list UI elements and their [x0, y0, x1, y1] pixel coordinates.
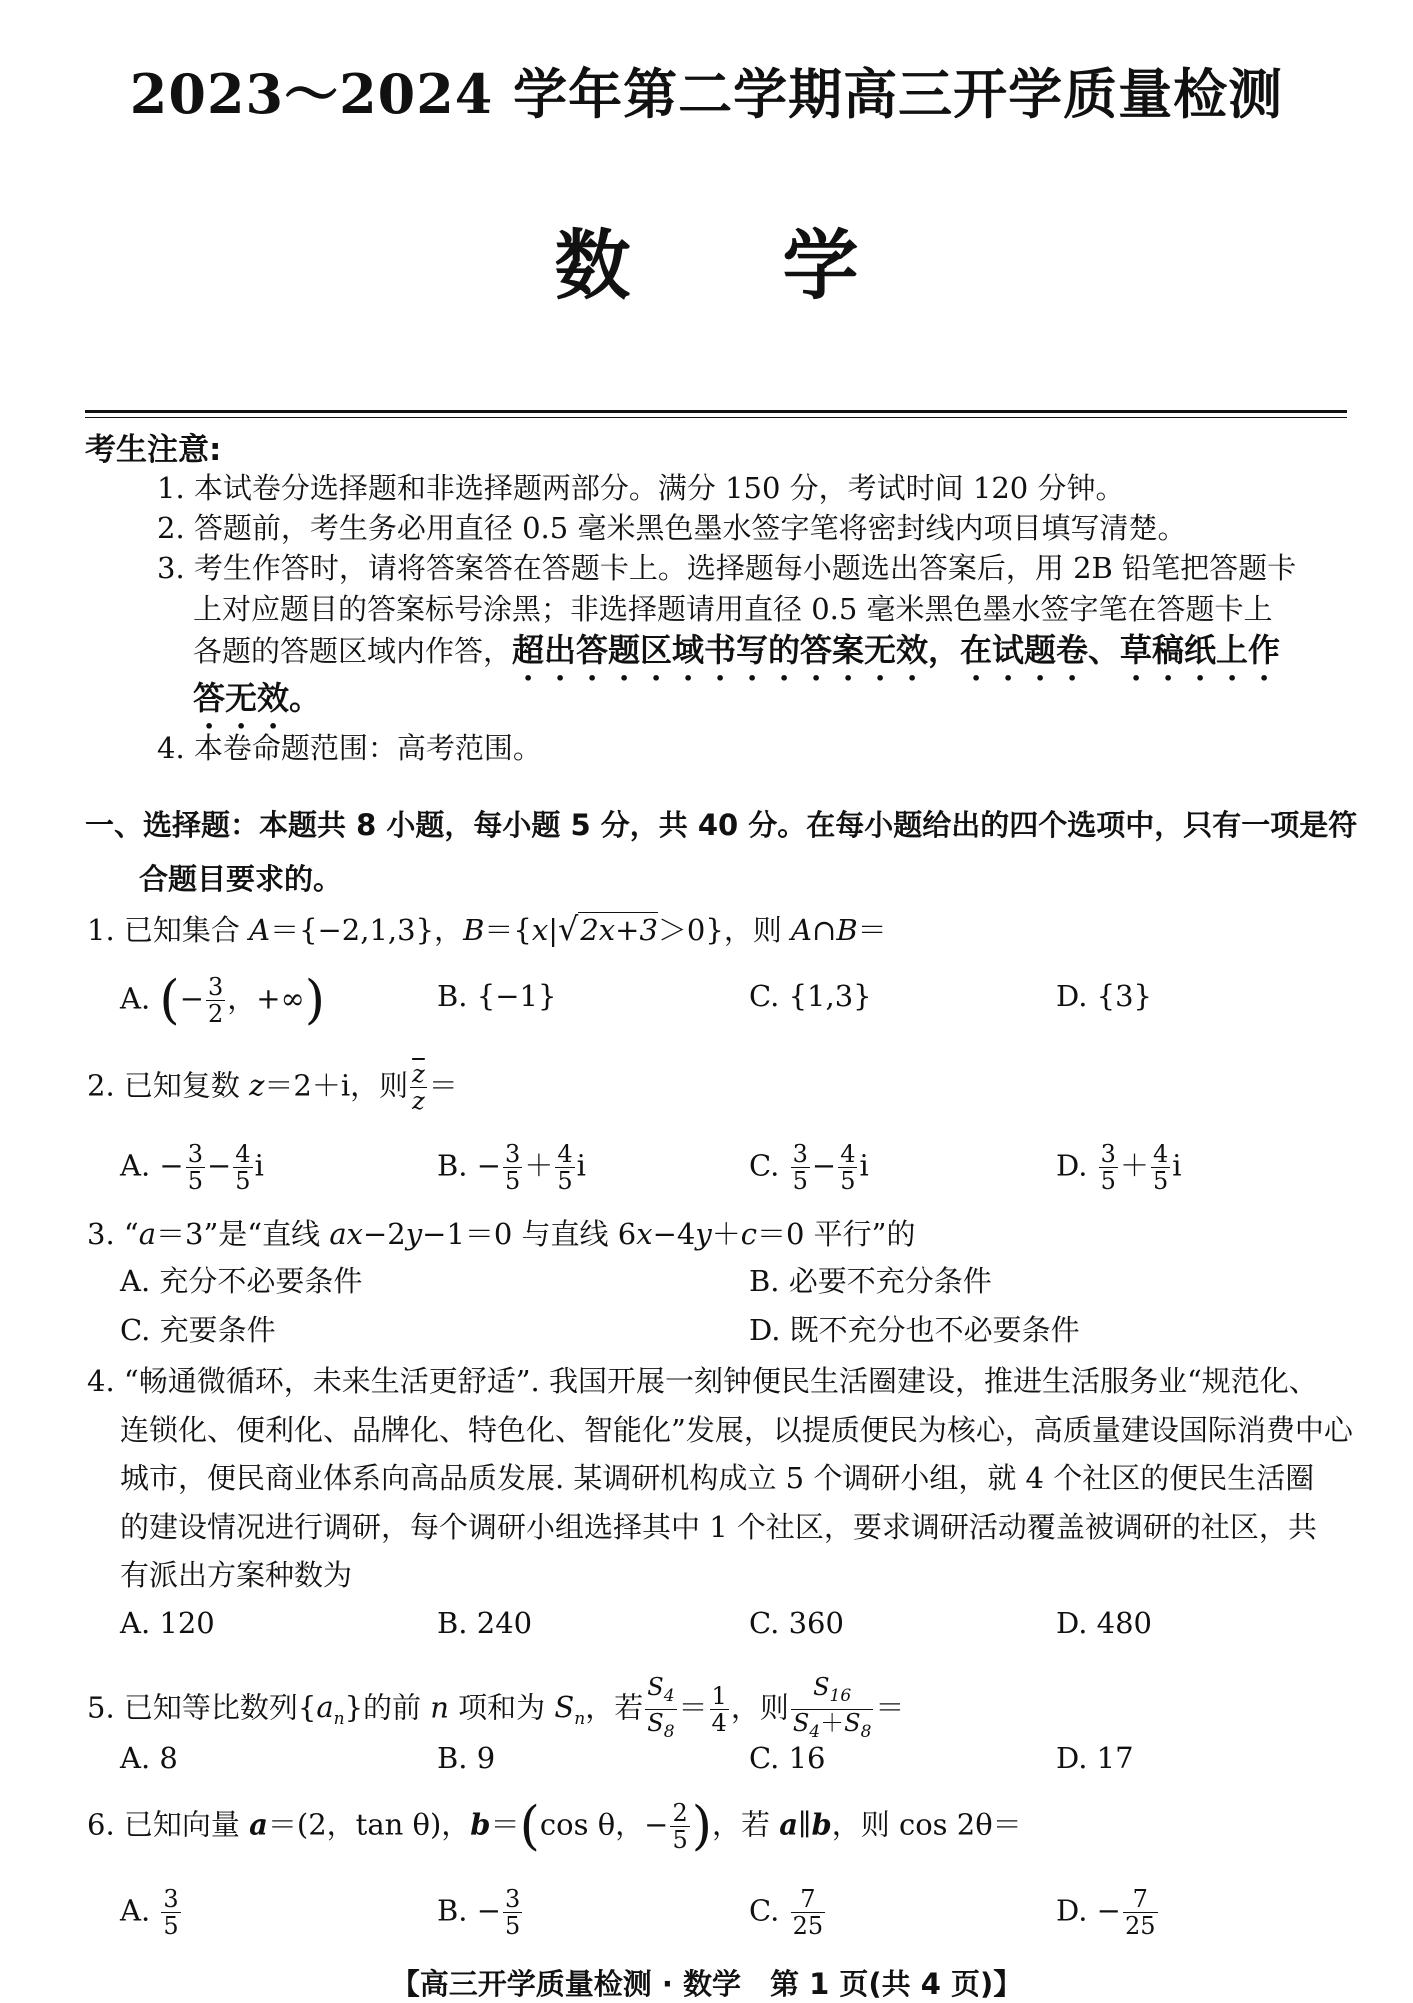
text: 3: [505, 1140, 521, 1168]
denominator: [555, 1168, 574, 1194]
fraction: [161, 1886, 180, 1939]
text: B. 240: [437, 1606, 533, 1640]
text: 3: [1100, 1140, 1116, 1168]
vector-variable: a: [779, 1807, 799, 1842]
denominator: [503, 1168, 522, 1194]
numerator: [791, 1886, 826, 1913]
text: |: [548, 913, 558, 947]
text: 5: [505, 1167, 521, 1195]
text: −: [179, 981, 204, 1016]
sqrt-icon: √: [557, 910, 579, 948]
fraction: [1099, 1141, 1118, 1194]
text: 7: [800, 1885, 816, 1913]
question-1-option-b: [437, 974, 556, 1018]
section-heading: [85, 803, 1357, 847]
subscript: 8: [663, 1721, 675, 1742]
text: 5: [235, 1167, 251, 1195]
denominator: [410, 1088, 427, 1114]
denominator: [206, 1001, 225, 1027]
text: 5: [505, 1912, 521, 1940]
fraction: [791, 1674, 874, 1745]
vector-variable: a: [249, 1807, 268, 1842]
text: −4: [652, 1217, 696, 1251]
text: 6. 已知向量: [87, 1807, 250, 1842]
fraction: [791, 1886, 826, 1939]
divider-thick: [85, 410, 1347, 413]
numerator: [791, 1141, 810, 1168]
text: ＋: [1119, 1148, 1149, 1183]
fraction: [1123, 1886, 1158, 1939]
text: ＝{: [484, 913, 532, 947]
text: 4: [1152, 1140, 1169, 1168]
radicand: 2x+3: [580, 913, 658, 947]
text: 4. 本卷命题范围：高考范围。: [157, 731, 542, 765]
text: C. 充要条件: [120, 1313, 276, 1347]
math-variable: A: [791, 913, 812, 947]
denominator: [645, 1710, 676, 1745]
question-2-option-a: [120, 1140, 264, 1195]
math-variable: x: [636, 1217, 653, 1251]
text: ＞0}，则: [657, 913, 792, 947]
subscripted-variable: $S_n$: [554, 1690, 586, 1730]
text: 5. 已知等比数列{: [87, 1690, 317, 1725]
text: 25: [792, 1912, 824, 1940]
text: 3. 考生作答时，请将答案答在答题卡上。选择题每小题选出答案后，用 2B 铅笔把答题卡: [157, 551, 1297, 585]
numerator: [186, 1141, 205, 1168]
text: 5: [840, 1167, 856, 1195]
numerator: [791, 1674, 874, 1710]
question-1-option-c: [749, 974, 872, 1018]
large-bracket: ): [304, 970, 326, 1031]
subscript: n: [333, 1709, 345, 1730]
text: ＝: [428, 1068, 458, 1103]
text: 4. “畅通微循环，未来生活更舒适”. 我国开展一刻钟便民生活圈建设，推进生活服务业“规范化、: [87, 1364, 1318, 1398]
numerator: [206, 974, 225, 1001]
question-4-stem: [120, 1553, 352, 1597]
notice-line: [193, 676, 321, 720]
text: ＋: [711, 1217, 741, 1251]
bold-text: 一、选择题：本题共 8 小题，每小题 5 分，共 40 分。在每小题给出的四个选项中，只有一项是符: [85, 808, 1358, 842]
text: 4: [840, 1140, 856, 1168]
fraction: [233, 1141, 252, 1194]
text: B. −: [437, 1893, 502, 1928]
subscripted-variable: $S_{16}$: [813, 1673, 852, 1706]
text: −: [811, 1148, 837, 1183]
notice-line: [193, 628, 1280, 672]
text: 各题的答题区域内作答，: [193, 634, 513, 668]
large-bracket: (: [519, 1796, 540, 1857]
divider-thin: [85, 417, 1347, 418]
denominator: [791, 1913, 826, 1939]
subscripted-variable: $S_4$: [647, 1673, 675, 1706]
text: 5: [672, 1826, 688, 1854]
denominator: [186, 1168, 205, 1194]
numerator: [710, 1683, 729, 1710]
emphasized-text: 答无效。: [193, 679, 322, 717]
question-3-option-c: [120, 1308, 276, 1352]
text: i: [576, 1148, 586, 1183]
text: ∥: [798, 1807, 812, 1842]
text: i: [859, 1148, 869, 1183]
denominator: [233, 1168, 252, 1194]
question-1-option-a: [120, 970, 326, 1031]
math-variable: c: [740, 1217, 757, 1251]
denominator: [838, 1168, 857, 1194]
question-6-option-a: [120, 1885, 183, 1940]
text: C.: [749, 1148, 789, 1183]
math-variable: B: [463, 913, 485, 947]
question-4-stem: [120, 1456, 1314, 1500]
subscript: 4: [663, 1685, 675, 1706]
page-footer: 【高三开学质量检测 · 数学 第 1 页(共 4 页)】: [390, 1967, 1023, 2001]
text: ，若: [712, 1807, 780, 1842]
fraction: [645, 1674, 676, 1745]
question-2-stem: [87, 1060, 458, 1115]
subscript: n: [574, 1709, 586, 1730]
text: 4: [235, 1140, 251, 1168]
numerator: [503, 1886, 522, 1913]
fraction: [555, 1141, 574, 1194]
text: 25: [1124, 1912, 1156, 1940]
text: 5: [187, 1167, 203, 1195]
math-variable: z: [249, 1068, 265, 1103]
text: 2: [208, 1000, 224, 1028]
text: 3: [187, 1140, 203, 1168]
text: ∩: [812, 913, 837, 947]
question-5-option-b: [437, 1736, 495, 1780]
text: 有派出方案种数为: [120, 1558, 353, 1592]
text: 3. “: [87, 1217, 139, 1251]
vector-variable: b: [811, 1807, 832, 1842]
vector-variable: b: [470, 1807, 491, 1842]
math-variable: y: [695, 1217, 712, 1251]
denominator: [1151, 1168, 1170, 1194]
question-4-stem: [120, 1408, 1353, 1452]
question-2-option-d: [1056, 1140, 1182, 1195]
denominator: [161, 1913, 180, 1939]
math-variable: y: [405, 1217, 423, 1251]
text: ，+∞: [227, 981, 305, 1016]
text: 3: [208, 973, 224, 1001]
math-variable: B: [836, 913, 858, 947]
numerator: [1151, 1141, 1170, 1168]
text: 1: [711, 1681, 727, 1710]
question-4-stem: [120, 1505, 1317, 1549]
math-variable: z: [412, 1087, 425, 1115]
math-variable: a: [138, 1217, 157, 1251]
question-3-stem: [87, 1212, 916, 1256]
denominator: [710, 1710, 729, 1736]
notice-line: [193, 587, 1273, 631]
question-3-option-d: [749, 1308, 1080, 1352]
text: A. 120: [120, 1606, 215, 1640]
question-4-option-d: [1056, 1601, 1152, 1645]
text: ＝: [678, 1690, 708, 1725]
fraction: [206, 974, 225, 1027]
text: 5: [1100, 1167, 1116, 1195]
text: ，则 cos 2θ＝: [831, 1807, 1022, 1842]
text: 2. 答题前，考生务必用直径 0.5 毫米黑色墨水签字笔将密封线内项目填写清楚。: [157, 511, 1187, 545]
text: C. 360: [749, 1606, 844, 1640]
text: B. 9: [437, 1741, 496, 1775]
fraction: [186, 1141, 205, 1194]
numerator: [410, 1061, 427, 1088]
subscript: 4: [809, 1721, 821, 1742]
text: A. 充分不必要条件: [120, 1264, 363, 1298]
text: B. {−1}: [437, 979, 557, 1013]
fraction: [503, 1886, 522, 1939]
math-variable: x: [531, 913, 549, 947]
text: −: [206, 1148, 232, 1183]
text: ＋: [820, 1708, 845, 1737]
numerator: [1099, 1141, 1118, 1168]
text: D. −: [1056, 1893, 1121, 1928]
question-2-option-b: [437, 1140, 586, 1195]
question-3-option-a: [120, 1259, 362, 1303]
text: ，则: [730, 1690, 789, 1725]
text: 5: [557, 1167, 573, 1195]
question-4-option-c: [749, 1601, 844, 1645]
denominator: [791, 1168, 810, 1194]
text: }的前: [344, 1690, 431, 1725]
text: B. −: [437, 1148, 502, 1183]
text: 上对应题目的答案标号涂黑；非选择题请用直径 0.5 毫米黑色墨水签字笔在答题卡上: [193, 592, 1273, 626]
numerator: [670, 1800, 689, 1827]
large-bracket: (: [159, 970, 180, 1031]
emphasized-text: 超出答题区域书写的答案无效，在试题卷、草稿纸上作: [512, 631, 1281, 669]
subscripted-variable: $a_n$: [316, 1690, 345, 1730]
numerator: [1123, 1886, 1158, 1913]
text: ＝3”是“直线: [156, 1217, 330, 1251]
text: ＝: [857, 913, 887, 947]
question-6-option-b: [437, 1885, 524, 1940]
question-6-option-d: [1056, 1885, 1160, 1940]
text: D. 既不充分也不必要条件: [749, 1313, 1080, 1347]
fraction: [670, 1800, 689, 1853]
subscripted-variable: $S_8$: [844, 1708, 872, 1742]
denominator: [503, 1913, 522, 1939]
denominator: [1099, 1168, 1118, 1194]
notice-heading: 考生注意:: [85, 432, 222, 468]
text: −1＝0 与直线 6: [422, 1217, 637, 1251]
text: 7: [1132, 1885, 1148, 1913]
text: ＝(2，tan θ)，: [267, 1807, 471, 1842]
text: A.: [120, 981, 160, 1016]
question-1-option-d: [1056, 974, 1152, 1018]
text: 3: [505, 1885, 521, 1913]
denominator: [670, 1827, 689, 1853]
text: C. {1,3}: [749, 979, 872, 1013]
text: 连锁化、便利化、品牌化、特色化、智能化”发展，以提质便民为核心，高质量建设国际消费中心: [120, 1413, 1353, 1447]
text: C. 16: [749, 1741, 826, 1775]
text: 3: [163, 1885, 179, 1913]
text: 5: [163, 1912, 179, 1940]
text: 2. 已知复数: [87, 1068, 250, 1103]
text: ＝2＋i，则: [264, 1068, 409, 1103]
fraction: [1151, 1141, 1170, 1194]
text: ＝0 平行”的: [757, 1217, 916, 1251]
fraction: [410, 1061, 427, 1114]
bold-text: 合题目要求的。: [139, 862, 343, 896]
notice-line: [157, 506, 1186, 550]
math-variable: n: [430, 1690, 449, 1725]
math-variable: A: [249, 913, 271, 947]
text: 4: [557, 1140, 573, 1168]
subscripted-variable: $S_8$: [647, 1708, 675, 1742]
text: D. 17: [1056, 1741, 1134, 1775]
question-2-option-c: [749, 1140, 869, 1195]
question-1-stem: [87, 907, 887, 951]
question-3-option-b: [749, 1259, 992, 1303]
text: D.: [1056, 1148, 1097, 1183]
subject-title: 数 学: [554, 221, 859, 310]
question-4-stem: [87, 1359, 1318, 1403]
text: B. 必要不充分条件: [749, 1264, 992, 1298]
fraction: [710, 1683, 729, 1736]
subscript: 8: [860, 1721, 872, 1742]
text: i: [1172, 1148, 1182, 1183]
numerator: [555, 1141, 574, 1168]
text: 项和为: [448, 1690, 555, 1725]
text: 城市，便民商业体系向高品质发展. 某调研机构成立 5 个调研小组，就 4 个社区的便民生活圈: [120, 1461, 1315, 1495]
conjugate-variable: $\overline{z}$: [412, 1060, 425, 1088]
text: ＝: [875, 1690, 905, 1725]
numerator: [161, 1886, 180, 1913]
text: 3: [792, 1140, 808, 1168]
text: 1. 已知集合: [87, 913, 250, 947]
notice-line: [157, 466, 1124, 510]
text: D. 480: [1056, 1606, 1153, 1640]
text: C.: [749, 1893, 789, 1928]
text: 2: [672, 1799, 688, 1827]
question-6-stem: [87, 1796, 1022, 1857]
question-5-option-a: [120, 1736, 178, 1780]
text: ，若: [585, 1690, 644, 1725]
text: A. 8: [120, 1741, 178, 1775]
text: D. {3}: [1056, 979, 1153, 1013]
question-4-option-b: [437, 1601, 532, 1645]
exam-title: 2023～2024 学年第二学期高三开学质量检测: [129, 62, 1284, 126]
fraction: [503, 1141, 522, 1194]
question-6-option-c: [749, 1885, 827, 1940]
text: 4: [711, 1708, 727, 1737]
numerator: [233, 1141, 252, 1168]
large-bracket: ): [691, 1796, 713, 1857]
notice-line: [157, 726, 542, 770]
text: 的建设情况进行调研，每个调研小组选择其中 1 个社区，要求调研活动覆盖被调研的社区，共: [120, 1510, 1317, 1544]
question-5-option-d: [1056, 1736, 1134, 1780]
numerator: [838, 1141, 857, 1168]
question-4-option-a: [120, 1601, 215, 1645]
text: ＋: [524, 1148, 554, 1183]
text: 1. 本试卷分选择题和非选择题两部分。满分 150 分，考试时间 120 分钟。: [157, 471, 1125, 505]
fraction: [838, 1141, 857, 1194]
subscripted-variable: $S_4$: [792, 1708, 821, 1742]
numerator: [645, 1674, 676, 1710]
question-5-stem: [87, 1673, 905, 1742]
math-variable: ax: [329, 1217, 363, 1251]
notice-line: [157, 546, 1296, 590]
text: ＝{−2,1,3}，: [270, 913, 464, 947]
section-heading: [139, 857, 342, 901]
text: 5: [1152, 1167, 1169, 1195]
text: −2: [363, 1217, 406, 1251]
text: 5: [792, 1167, 808, 1195]
text: cos θ，−: [539, 1807, 669, 1842]
text: i: [254, 1148, 264, 1183]
question-5-option-c: [749, 1736, 826, 1780]
fraction: [791, 1141, 810, 1194]
subscript: 16: [829, 1685, 852, 1706]
text: A.: [120, 1893, 160, 1928]
numerator: [503, 1141, 522, 1168]
text: A. −: [120, 1148, 184, 1183]
denominator: [1123, 1913, 1158, 1939]
text: ＝: [490, 1807, 520, 1842]
